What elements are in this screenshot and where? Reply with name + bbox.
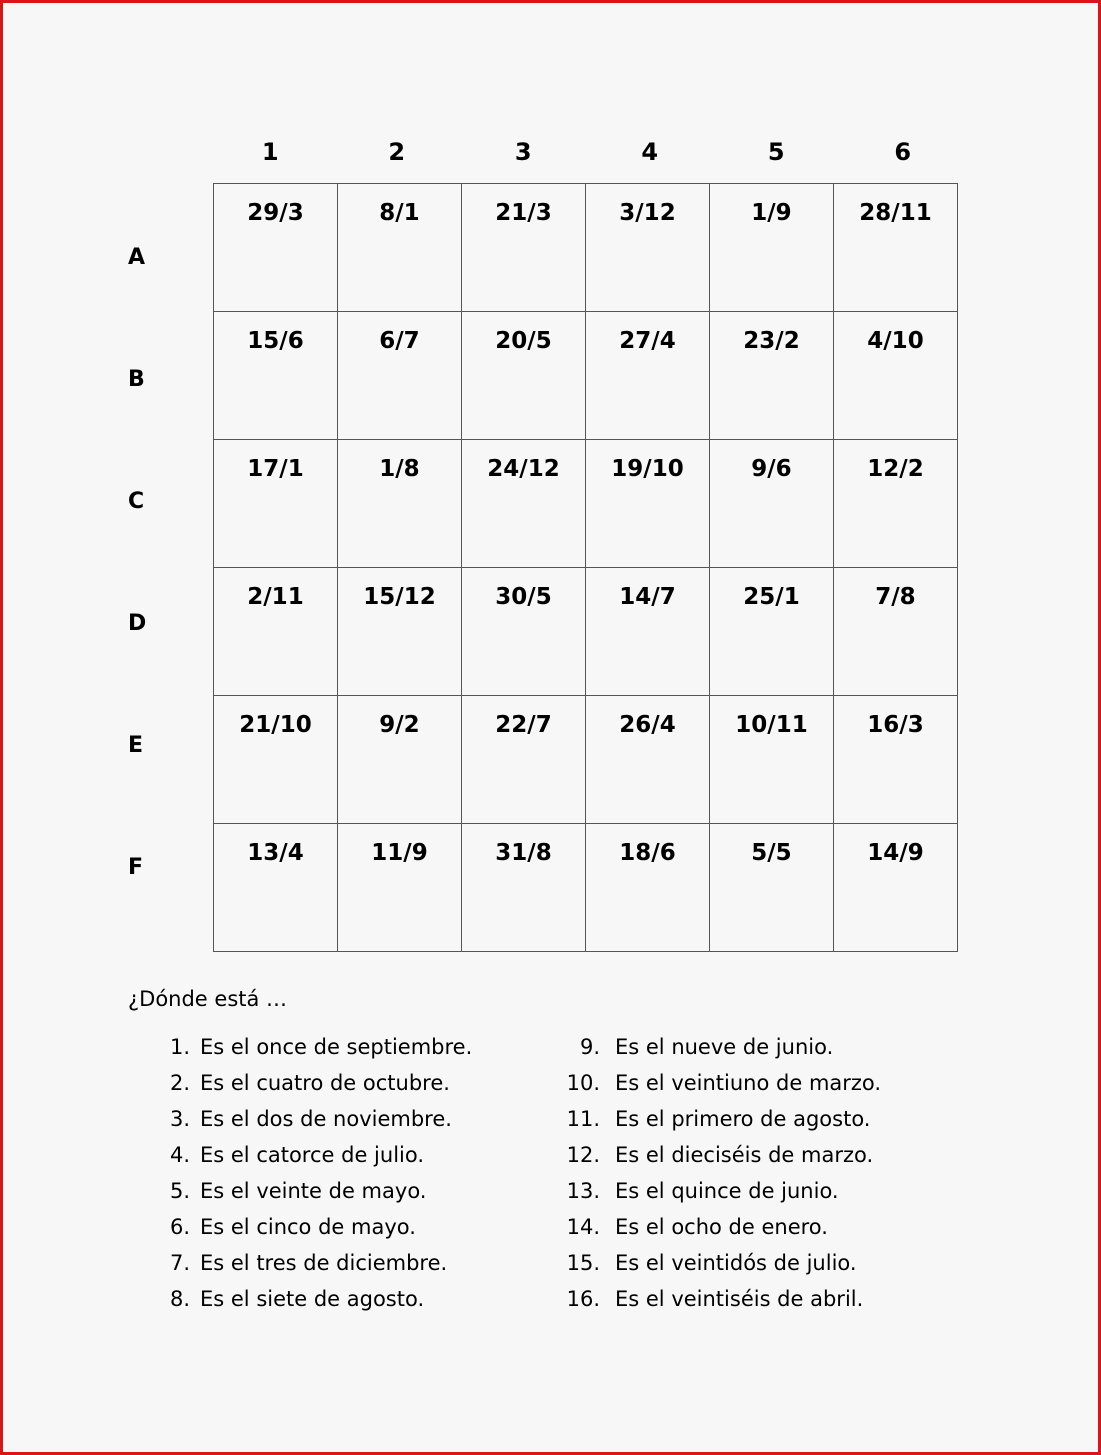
- grid-cell: 23/2: [710, 312, 834, 440]
- question-text: Es el tres de diciembre.: [200, 1251, 448, 1275]
- question-number: 5.: [169, 1179, 190, 1203]
- grid-cell: 4/10: [834, 312, 958, 440]
- column-header: 3: [514, 138, 532, 166]
- question-text: Es el catorce de julio.: [200, 1143, 425, 1167]
- column-header: 1: [261, 138, 279, 166]
- row-label: F: [128, 855, 144, 880]
- question-item: [560, 1068, 881, 1104]
- question-number: 16.: [566, 1287, 600, 1311]
- grid-cell: 29/3: [214, 184, 338, 312]
- grid-cell: 6/7: [338, 312, 462, 440]
- question-text: Es el veintiuno de marzo.: [615, 1071, 882, 1095]
- grid-row: [214, 824, 958, 952]
- question-item: [150, 1176, 472, 1212]
- grid-row: [214, 184, 958, 312]
- grid-cell: 24/12: [462, 440, 586, 568]
- grid-cell: 13/4: [214, 824, 338, 952]
- grid-cell: 15/12: [338, 568, 462, 696]
- question-number: 10.: [566, 1071, 600, 1095]
- grid-cell: 10/11: [710, 696, 834, 824]
- row-label: D: [128, 611, 147, 636]
- question-number: 1.: [169, 1035, 190, 1059]
- grid-cell: 5/5: [710, 824, 834, 952]
- question-text: Es el siete de agosto.: [200, 1287, 425, 1311]
- column-header: 6: [894, 138, 912, 166]
- question-item: [560, 1104, 881, 1140]
- column-headers: [213, 135, 972, 169]
- grid-row: [214, 696, 958, 824]
- grid-cell: 16/3: [834, 696, 958, 824]
- question-number: 13.: [566, 1179, 600, 1203]
- question-item: [560, 1212, 881, 1248]
- grid-cell: 9/6: [710, 440, 834, 568]
- row-label: B: [128, 367, 145, 392]
- question-item: [560, 1248, 881, 1284]
- row-label: E: [128, 733, 144, 758]
- questions-title: ¿Dónde está …: [128, 987, 288, 1011]
- question-number: 2.: [169, 1071, 190, 1095]
- row-label: C: [128, 489, 145, 514]
- grid-cell: 18/6: [586, 824, 710, 952]
- question-text: Es el cuatro de octubre.: [200, 1071, 450, 1095]
- date-grid: [213, 183, 958, 952]
- question-text: Es el dieciséis de marzo.: [615, 1143, 874, 1167]
- question-text: Es el quince de junio.: [615, 1179, 839, 1203]
- question-number: 14.: [566, 1215, 600, 1239]
- question-text: Es el nueve de junio.: [615, 1035, 834, 1059]
- question-item: [560, 1032, 881, 1068]
- question-text: Es el veintidós de julio.: [615, 1251, 857, 1275]
- question-item: [560, 1176, 881, 1212]
- question-number: 8.: [169, 1287, 190, 1311]
- grid-cell: 25/1: [710, 568, 834, 696]
- grid-cell: 17/1: [214, 440, 338, 568]
- question-item: [150, 1284, 472, 1320]
- question-text: Es el primero de agosto.: [615, 1107, 871, 1131]
- grid-cell: 28/11: [834, 184, 958, 312]
- column-header: 4: [641, 138, 659, 166]
- grid-row: [214, 568, 958, 696]
- grid-cell: 20/5: [462, 312, 586, 440]
- question-number: 12.: [566, 1143, 600, 1167]
- question-number: 6.: [169, 1215, 190, 1239]
- grid-cell: 3/12: [586, 184, 710, 312]
- grid-cell: 7/8: [834, 568, 958, 696]
- questions-list-left: [150, 1032, 472, 1320]
- question-item: [150, 1212, 472, 1248]
- question-text: Es el veinte de mayo.: [200, 1179, 427, 1203]
- question-item: [150, 1032, 472, 1068]
- question-item: [560, 1284, 881, 1320]
- column-header: 2: [388, 138, 406, 166]
- question-number: 15.: [566, 1251, 600, 1275]
- question-text: Es el cinco de mayo.: [200, 1215, 416, 1239]
- grid-cell: 2/11: [214, 568, 338, 696]
- grid-cell: 21/3: [462, 184, 586, 312]
- grid-cell: 9/2: [338, 696, 462, 824]
- question-number: 4.: [169, 1143, 190, 1167]
- question-text: Es el once de septiembre.: [200, 1035, 473, 1059]
- grid-cell: 31/8: [462, 824, 586, 952]
- grid-cell: 26/4: [586, 696, 710, 824]
- grid-cell: 11/9: [338, 824, 462, 952]
- grid-cell: 14/7: [586, 568, 710, 696]
- grid-cell: 8/1: [338, 184, 462, 312]
- grid-cell: 1/8: [338, 440, 462, 568]
- question-item: [150, 1068, 472, 1104]
- grid-cell: 19/10: [586, 440, 710, 568]
- question-number: 7.: [169, 1251, 190, 1275]
- grid-row: [214, 440, 958, 568]
- question-item: [150, 1104, 472, 1140]
- question-text: Es el ocho de enero.: [615, 1215, 828, 1239]
- question-item: [560, 1140, 881, 1176]
- grid-row: [214, 312, 958, 440]
- question-item: [150, 1140, 472, 1176]
- grid-cell: 27/4: [586, 312, 710, 440]
- column-header: 5: [767, 138, 785, 166]
- grid-cell: 14/9: [834, 824, 958, 952]
- question-number: 11.: [566, 1107, 600, 1131]
- grid-cell: 30/5: [462, 568, 586, 696]
- grid-cell: 1/9: [710, 184, 834, 312]
- grid-cell: 15/6: [214, 312, 338, 440]
- questions-list-right: [560, 1032, 881, 1320]
- question-number: 3.: [169, 1107, 190, 1131]
- question-text: Es el veintiséis de abril.: [615, 1287, 864, 1311]
- grid-cell: 21/10: [214, 696, 338, 824]
- question-text: Es el dos de noviembre.: [200, 1107, 452, 1131]
- question-item: [150, 1248, 472, 1284]
- row-label: A: [128, 245, 146, 270]
- question-number: 9.: [579, 1035, 600, 1059]
- grid-cell: 22/7: [462, 696, 586, 824]
- grid-cell: 12/2: [834, 440, 958, 568]
